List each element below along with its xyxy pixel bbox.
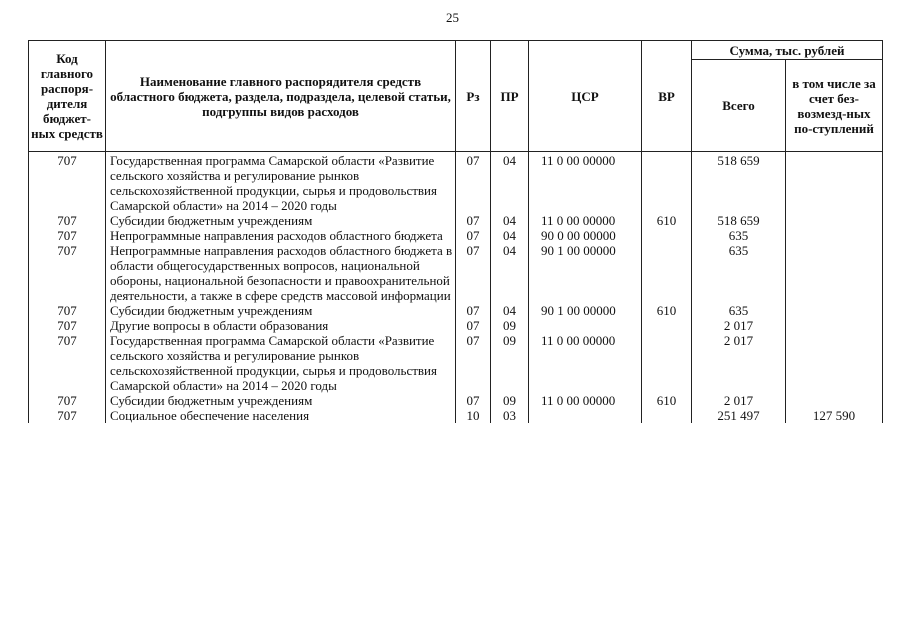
row-code: 707	[29, 213, 106, 228]
row-pr: 04	[491, 228, 529, 243]
row-rz: 07	[456, 243, 491, 303]
row-extra	[786, 152, 883, 214]
row-vr	[642, 318, 692, 333]
row-total: 635	[692, 243, 786, 303]
row-code: 707	[29, 243, 106, 303]
row-pr: 03	[491, 408, 529, 423]
row-rz: 10	[456, 408, 491, 423]
table-row	[29, 393, 883, 408]
table-row	[29, 318, 883, 333]
row-code: 707	[29, 152, 106, 214]
row-name: Государственная программа Самарской области «Развитие сельского хозяйства и регулирование рынков сельскохозяйственной продукции, сырья и продовольствия Самарской области» на 2014 – 2020 годы	[106, 333, 456, 393]
row-pr: 04	[491, 243, 529, 303]
row-extra	[786, 303, 883, 318]
row-rz: 07	[456, 228, 491, 243]
table-row	[29, 408, 883, 423]
table-row	[29, 303, 883, 318]
row-vr: 610	[642, 393, 692, 408]
row-code: 707	[29, 333, 106, 393]
row-total: 518 659	[692, 152, 786, 214]
row-csr	[529, 318, 642, 333]
row-name: Государственная программа Самарской области «Развитие сельского хозяйства и регулирование рынков сельскохозяйственной продукции, сырья и продовольствия Самарской области» на 2014 – 2020 годы	[106, 152, 456, 214]
row-csr: 11 0 00 00000	[529, 152, 642, 214]
row-csr: 11 0 00 00000	[529, 333, 642, 393]
row-name: Социальное обеспечение населения	[106, 408, 456, 423]
table-row	[29, 152, 883, 214]
header-name: Наименование главного распорядителя средств областного бюджета, раздела, подраздела, целевой статьи, подгруппы видов расходов	[106, 41, 456, 152]
row-vr	[642, 333, 692, 393]
row-pr: 04	[491, 152, 529, 214]
table-row	[29, 213, 883, 228]
row-name: Субсидии бюджетным учреждениям	[106, 393, 456, 408]
header-total: Всего	[692, 60, 786, 152]
row-extra	[786, 333, 883, 393]
row-rz: 07	[456, 393, 491, 408]
header-extra: в том числе за счет без-возмезд-ных по-ступлений	[786, 60, 883, 152]
header-vr: ВР	[642, 41, 692, 152]
header-sum: Сумма, тыс. рублей	[692, 41, 883, 60]
table-header	[29, 41, 883, 152]
row-extra	[786, 228, 883, 243]
row-total: 2 017	[692, 318, 786, 333]
budget-table	[28, 40, 883, 423]
row-total: 251 497	[692, 408, 786, 423]
row-rz: 07	[456, 152, 491, 214]
row-vr: 610	[642, 303, 692, 318]
row-pr: 04	[491, 303, 529, 318]
row-extra	[786, 393, 883, 408]
row-total: 2 017	[692, 393, 786, 408]
row-name: Субсидии бюджетным учреждениям	[106, 303, 456, 318]
page-number: 25	[446, 10, 459, 25]
table-row	[29, 228, 883, 243]
row-rz: 07	[456, 333, 491, 393]
table-row	[29, 333, 883, 393]
row-rz: 07	[456, 213, 491, 228]
row-total: 635	[692, 228, 786, 243]
row-extra: 127 590	[786, 408, 883, 423]
row-vr	[642, 228, 692, 243]
header-pr: ПР	[491, 41, 529, 152]
row-vr: 610	[642, 213, 692, 228]
row-vr	[642, 243, 692, 303]
row-csr: 11 0 00 00000	[529, 393, 642, 408]
row-csr	[529, 408, 642, 423]
row-extra	[786, 213, 883, 228]
row-extra	[786, 243, 883, 303]
row-rz: 07	[456, 303, 491, 318]
row-csr: 90 1 00 00000	[529, 303, 642, 318]
row-total: 2 017	[692, 333, 786, 393]
row-csr: 90 0 00 00000	[529, 228, 642, 243]
row-rz: 07	[456, 318, 491, 333]
row-total: 635	[692, 303, 786, 318]
row-pr: 09	[491, 393, 529, 408]
row-name: Непрограммные направления расходов областного бюджета в области общегосударственных вопросов, национальной обороны, национальной безопасности и правоохранительной деятельности, а также в сфере средств массовой информации	[106, 243, 456, 303]
row-code: 707	[29, 303, 106, 318]
row-csr: 11 0 00 00000	[529, 213, 642, 228]
row-code: 707	[29, 228, 106, 243]
row-pr: 04	[491, 213, 529, 228]
row-name: Непрограммные направления расходов областного бюджета	[106, 228, 456, 243]
row-vr	[642, 152, 692, 214]
header-rz: Рз	[456, 41, 491, 152]
row-extra	[786, 318, 883, 333]
row-vr	[642, 408, 692, 423]
row-code: 707	[29, 393, 106, 408]
row-name: Другие вопросы в области образования	[106, 318, 456, 333]
row-total: 518 659	[692, 213, 786, 228]
header-csr: ЦСР	[529, 41, 642, 152]
row-pr: 09	[491, 318, 529, 333]
header-code: Код главного распоря-дителя бюджет-ных средств	[29, 41, 106, 152]
row-pr: 09	[491, 333, 529, 393]
row-code: 707	[29, 408, 106, 423]
table-row	[29, 243, 883, 303]
row-csr: 90 1 00 00000	[529, 243, 642, 303]
row-name: Субсидии бюджетным учреждениям	[106, 213, 456, 228]
row-code: 707	[29, 318, 106, 333]
table-body	[29, 152, 883, 424]
